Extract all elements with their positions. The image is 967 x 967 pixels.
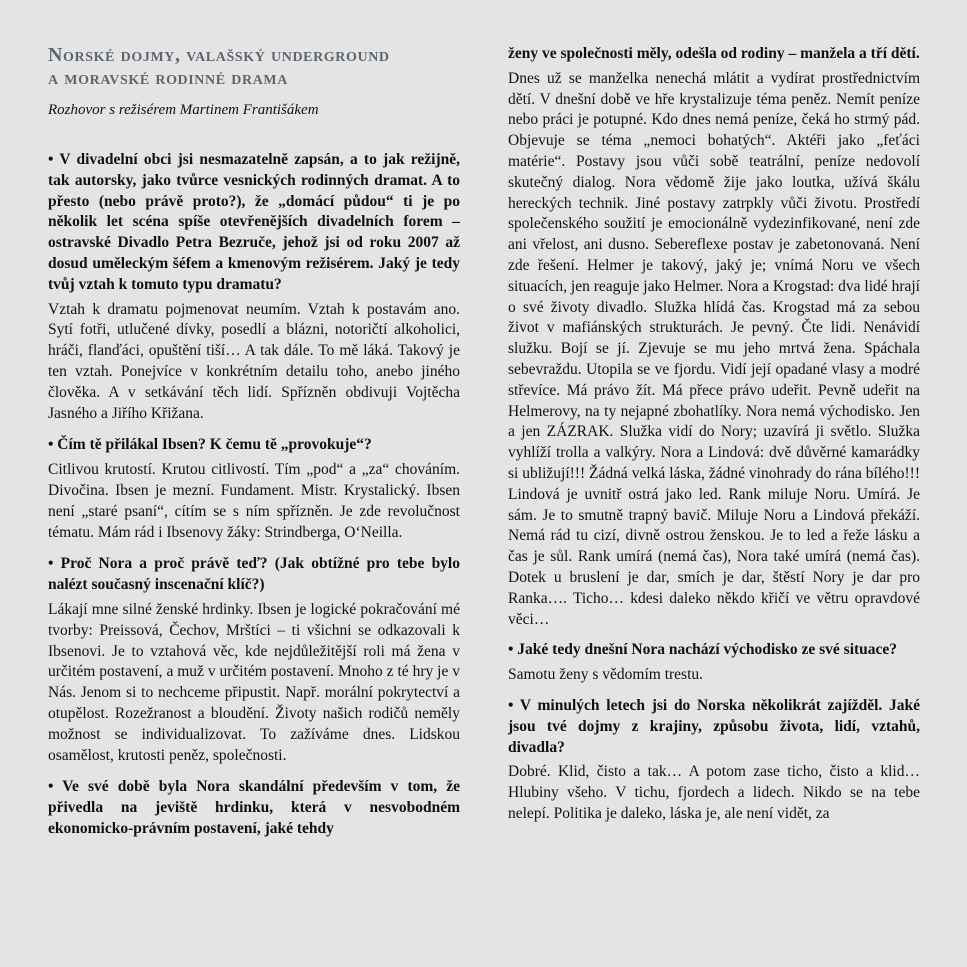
interview-answer: Dnes už se manželka nenechá mlátit a vydírat prostřednictvím dětí. V dnešní době ve hře krystalizuje téma peněz. Nemít peníze nebo práci je potupné. Kdo dnes nemá peníze, čeká ho strmý pád. Objevuje se téma „nemoci bohatých“. Aktéři jako „feťáci matérie“. Postavy jsou vůči sobě teatrální, peníze nedovolí skutečný dialog. Nora vědomě žije jako loutka, užívá škálu hereckých technik. Jiné postavy zatrpkly vůči životu. Prostředí společenského soužití je emocionálně vydezinfikované, není zde ani vřelost, ani dusno. Sebereflexe postav je zabetonovaná. Není zde řešení. Helmer je takový, jaký je; vnímá Noru ve všech situacích, jen reaguje jako Helmer. Nora a Krogstad: dva lidé hrají o své životy divadlo. Služka hlídá čas. Krogstad má za sebou život v mafiánských strukturách. Je pevný. Čte lidi. Nenávidí služku. Bojí se jí. Zjevuje se mu jeho mrtvá žena. Spáchala sebevraždu. Utopila se ve fjordu. Vidí její opadané vlasy a modré střevíce. Má právo žít. Má přece právo udeřit. Pevně udeřit na Helmerovy, na ty nejapné zbohatlíky. Nora nemá východisko. Jen a jen ZÁZRAK. Služka vidí do Nory; uzavírá ji světlo. Služka vyhlíží trolla a valkýry. Nora a Lindová: dvě důvěrné kamarádky si ubližují!!! Žádná velká láska, žádné vinohrady do rána bílého!!! Lindová je uvnitř ostrá jako led. Rank miluje Noru. Umírá. Je sám. Je to smutně trapný bavič. Miluje Noru a Lindová překáží. Nemá rád tu cizí, divně ostrou ženskou. Je to led a řeže lásku a čas je sůl. Rank umírá (nemá čas), Nora také umírá (nemá čas). Dotek u bruslení je dar, smích je dar, štěstí Nory je dar pro Ranka…. Ticho… kdesi daleko někdo křičí ve větru opravdové věci…: [508, 69, 920, 628]
interview-answer: Dobré. Klid, čisto a tak… A potom zase ticho, čisto a klid… Hlubiny všeho. V tichu, fjordech a lidech. Nikdo se na tebe nelepí. Politika je daleko, láska je, ale není vidět, za: [508, 763, 920, 822]
interview-answer: Samotu ženy s vědomím trestu.: [508, 666, 704, 684]
interview-question: • Ve své době byla Nora skandální především v tom, že přivedla na jeviště hrdinku, která v nesvobodném ekonomicko-právním postavení, jaké tehdy: [48, 778, 460, 837]
interview-answer: Vztah k dramatu pojmenovat neumím. Vztah k postavám ano. Sytí fotři, utlučené dívky, posedlí a blázni, notoričtí alkoholici, hráči, flanďáci, opuštění tiší… A tak dále. To mě láká. Takový je ten vztah. Ponejvíce v konkrétním detailu toho, anebo jiného člověka. A v setkávání těch lidí. Spřízněn obdivuji Vojtěcha Jasného a Jiřího Křižana.: [48, 300, 460, 422]
article-title: [48, 44, 460, 90]
interview-question: • Čím tě přilákal Ibsen? K čemu tě „provokuje“?: [48, 436, 372, 454]
interview-block: [508, 44, 920, 630]
interview-question: • Jaké tedy dnešní Nora nachází východisko ze své situace?: [508, 641, 898, 659]
interview-answer: Citlivou krutostí. Krutou citlivostí. Tím „pod“ a „za“ chováním. Divočina. Ibsen je mezní. Fundament. Mistr. Krystalický. Ibsen není „staré psaní“, cítím se s ním spřízněn. Je zde revolučnost tématu. Mám rád i Ibsenovy žáky: Strindberga, O‘Neilla.: [48, 461, 460, 541]
interview-question: • V minulých letech jsi do Norska několikrát zajížděl. Jaké jsou tvé dojmy z krajiny, způsobu života, lidí, vztahů, divadla?: [508, 696, 920, 756]
article-title-line-1: Norské dojmy, valašský underground: [48, 44, 390, 66]
interview-question: • Proč Nora a proč právě teď? (Jak obtížné pro tebe bylo nalézt současný inscenační klíč?): [48, 555, 460, 594]
article-subtitle: Rozhovor s režisérem Martinem Františákem: [48, 102, 319, 118]
interview-answer: Lákají mne silné ženské hrdinky. Ibsen je logické pokračování mé tvorby: Preissová, Čechov, Mrštíci – ti všichni se odkazovali k Ibsenovi. Je to vztahová věc, kde nejdůležitější roli má žena v určitém postavení, a muž v určitém postavení. Mnoho z té hry je v Nás. Jenom si to nechceme připustit. Např. morální pokrytectví a otupělost. Rozežranost a bloudění. Životy našich rodičů neměly možnost se individualizovat. To zažíváme dnes. Lidskou osamělost, krutosti peněz, společnosti.: [48, 600, 460, 764]
interview-question: • V divadelní obci jsi nesmazatelně zapsán, a to jak režijně, tak autorsky, jako tvůrce vesnických rodinných dramat. A to přesto (nebo právě proto?), že „domácí půdou“ ti je po několik let scéna spíše otevřenějších divadelních forem – ostravské Divadlo Petra Bezruče, jehož jsi od roku 2007 až dosud uměleckým šéfem a kmenovým režisérem. Jaký je tedy tvůj vztah k tomuto typu dramatu?: [48, 151, 460, 293]
article-title-line-2: a moravské rodinné drama: [48, 67, 288, 89]
left-column: [48, 44, 460, 851]
interview-block: [48, 435, 460, 543]
interview-question-continued: ženy ve společnosti měly, odešla od rodiny – manžela a tří dětí.: [508, 45, 920, 62]
interview-block: [48, 777, 460, 839]
interview-block: [48, 150, 460, 424]
interview-block: [508, 640, 920, 686]
interview-block: [48, 554, 460, 766]
interview-block: [508, 696, 920, 825]
right-column: [508, 44, 920, 835]
